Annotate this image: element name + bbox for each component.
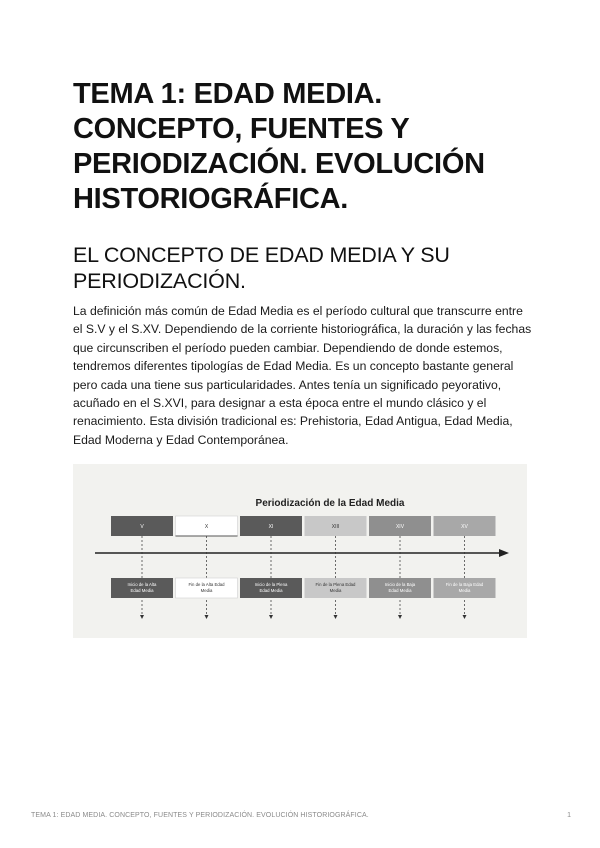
event-label: Media bbox=[200, 588, 213, 593]
period-3 bbox=[240, 516, 302, 619]
periodization-figure bbox=[73, 464, 527, 638]
period-5 bbox=[369, 516, 431, 619]
footer-running-title: TEMA 1: EDAD MEDIA. CONCEPTO, FUENTES Y PERIODIZACIÓN. EVOLUCIÓN HISTORIOGRÁFICA. bbox=[31, 812, 369, 819]
event-label: Fin de la Alta Edad bbox=[188, 582, 225, 587]
century-label: XI bbox=[268, 524, 274, 530]
timeline-arrowhead bbox=[499, 549, 509, 557]
connector-arrow bbox=[140, 615, 144, 619]
event-label: Edad Media bbox=[388, 588, 412, 593]
century-label: V bbox=[140, 524, 144, 530]
page-title: TEMA 1: EDAD MEDIA. CONCEPTO, FUENTES Y PERIODIZACIÓN. EVOLUCIÓN HISTORIOGRÁFICA. bbox=[73, 78, 485, 215]
section-heading: EL CONCEPTO DE EDAD MEDIA Y SU PERIODIZACIÓN. bbox=[73, 243, 450, 293]
period-6 bbox=[434, 516, 496, 619]
connector-arrow bbox=[463, 615, 467, 619]
body-paragraph: La definición más común de Edad Media es el período cultural que transcurre entre el S.V y el S.XV. Dependiendo de la corriente historiográfica, la duración y las fechas que circunscriben el período pueden cambiar. Dependiendo de donde estemos, tendremos diferentes tipologías de Edad Media. Es un concepto bastante general pero cada una tiene sus particularidades. Antes tenía un significado peyorativo, acuñado en el S.XVI, para designar a esta época entre el mundo clásico y el renacimiento. Esta división tradicional es: Prehistoria, Edad Antigua, Edad Media, Edad Moderna y Edad Contemporánea. bbox=[73, 304, 532, 447]
century-label: XV bbox=[461, 524, 468, 530]
figure-title: Periodización de la Edad Media bbox=[255, 498, 405, 509]
event-label: Inicio de la Plena bbox=[254, 582, 288, 587]
period-1 bbox=[111, 516, 173, 619]
century-label: XIII bbox=[331, 524, 340, 530]
connector-arrow bbox=[398, 615, 402, 619]
period-4 bbox=[305, 516, 367, 619]
connector-arrow bbox=[334, 615, 338, 619]
event-label: Media bbox=[329, 588, 342, 593]
event-label: Inicio de la Alta bbox=[127, 582, 157, 587]
century-label: XIV bbox=[395, 524, 405, 530]
event-label: Inicio de la Baja bbox=[384, 582, 416, 587]
event-label: Edad Media bbox=[259, 588, 283, 593]
footer-page-number: 1 bbox=[567, 812, 571, 819]
connector-arrow bbox=[205, 615, 209, 619]
event-label: Edad Media bbox=[130, 588, 154, 593]
century-label: X bbox=[204, 524, 209, 530]
event-label: Fin de la Baja Edad bbox=[445, 582, 484, 587]
timeline-diagram bbox=[73, 464, 527, 638]
event-label: Media bbox=[458, 588, 471, 593]
period-2 bbox=[176, 516, 238, 619]
connector-arrow bbox=[269, 615, 273, 619]
event-label: Fin de la Plena Edad bbox=[315, 582, 356, 587]
